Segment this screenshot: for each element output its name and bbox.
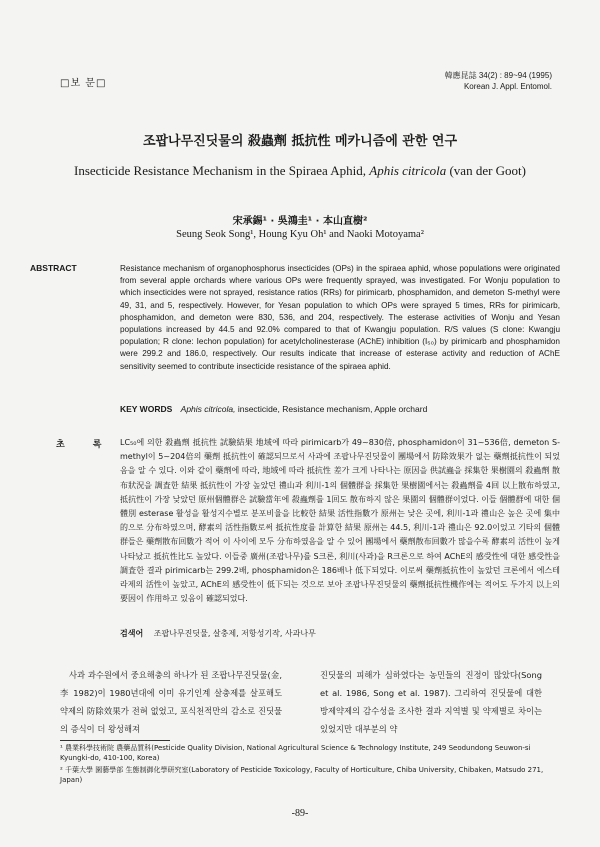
journal-en: Korean J. Appl. Entomol. [463, 82, 552, 91]
section-label: □보 문□ [60, 78, 107, 89]
korean-abstract-text: LC₅₀에 의한 殺蟲劑 抵抗性 試驗結果 地域에 따라 pirimicarb가 49~830倍, phosphamidon이 31~536倍, demeton S-methyl이 5~204倍의 藥劑 抵抗性이 確認되므로서 사과에 조팝나무진딧물이 團場에서 防除效果가 없는 藥劑抵抗性이 되었음을 알 수 있다. 이와 같이 藥劑에 따라, 地域에 따라 抵抗性 差가 크게 나타나는 原因을 供試蟲을 採集한 果樹園의 殺蟲劑 散布狀況을 調査한 結果 抵抗性이 가장 높았던 禮山과 利川-1의 個體群을 採集한 果樹園에서는 殺蟲劑를 4回 以上散布하였고, 抵抗性이 가장 낮았던 原州個體群은 試驗當年에 殺蟲劑를 1回도 散布하지 않은 果園의 個體群이었다. 이들 個體群에 대한 個體別 esterase 활성을 활성지수별로 분포비율을 比較한 結果 活性指數가 原州는 낮은 곳에, 利川-1과 禮山은 높은 곳에 集中的으로 分布하였으며, 酵素의 活性指數로써 抵抗性度를 計算한 結果 原州는 44.5, 利川-1과 禮山은 92.0이었고 기타의 個體群들은 藥劑散布回數가 적어 이 사이에 모두 分布하였음을 알 수 있어 團場에서 藥劑散布回數가 많을수록 酵素의 活性이 높게 나타났고 抵抗性比도 높았다. 이들중 廣州(조팝나무)를 S크론, 利川(사과)을 R크론으로 하여 AChE의 感受性에 대한 感受性을 調査한 결과 pirimicarb는 299.2배, phosphamidon은 186배나 低下되었다. 이로써 藥劑抵抗性이 높았던 크론에서 에스테라제의 活性이 높았고, AChE의 感受性이 低下되는 것으로 보아 조팝나무진딧물의 藥劑抵抗性機作에는 적어도 두가지 以上의 要因이 作用하고 있음이 確認되었다. [120, 438, 560, 604]
korean-abstract-label: 초록 [56, 440, 130, 450]
authors-korean: 宋承錫¹ · 吳鴻圭¹ · 本山直樹² [232, 216, 368, 227]
body-column-left: 사과 과수원에서 중요해충의 하나가 된 조팝나무진딧물(金, 李 1982)이 1980년대에 이미 유기인계 살충제를 살포해도 약제의 防除效果가 전혀 없었고, 포식천적만의 감소로 진딧물의 증식이 더 왕성해져 [60, 670, 282, 734]
title-en-species: Aphis citricola [369, 163, 447, 178]
abstract-text: Resistance mechanism of organophosphorus insecticides (OPs) in the spiraea aphid, whose populations were originated from several apple orchards where various OPs were frequently sprayed, was investigated. For Wonju population to which insecticides were not sprayed, resistance ratios (RRs) for pirimicarb, phosphamidon, and demeton S-methyl were 49, 31, and 5, respectively. However, for Yesan population to which OPs were sprayed 5 times, RRs for pirimicarb, phosphamidon, and demeton were 830, 536, and 204, respectively. The esterase activities of Wonju and Yesan populations increased by 44.5 and 92.0% compared to that of Kwangju population. R/S values (S clone: Kwangju population; R clone: Iechon population) for acetylcholinesterase (AChE) inhibition (I₅₀) by pirimicarb and phosphamidon were 299.2 and 186.0, respectively. Our results indicate that increase of esterase activity and reduction of AChE sensitivity seemed to contribute insecticide resistance of the spiraea aphid. [120, 264, 560, 371]
keywords-list: insecticide, Resistance mechanism, Apple orchard [237, 404, 428, 414]
page-number: -89- [291, 808, 309, 819]
keywords-label: KEY WORDS [120, 404, 173, 414]
korean-keywords-list: 조팝나무진딧물, 살충제, 저항성기작, 사과나무 [153, 629, 316, 638]
title-korean: 조팝나무진딧물의 殺蟲劑 抵抗性 메카니즘에 관한 연구 [142, 134, 458, 149]
title-en-authority: (van der Goot) [449, 163, 526, 178]
korean-keywords-label: 검색어 [120, 629, 144, 638]
footnote-1: ¹ 農業科學技術院 農藥品質科(Pesticide Quality Division, National Agricultural Science & Technology Institute, 249 Seodundong Seuwon-si Kyungki-do, 410-100, Korea) [60, 744, 531, 762]
footnote-2: ² 千葉大學 園藝學部 生態制御化學研究室(Laboratory of Pesticide Toxicology, Faculty of Horticulture, Chiba University, Chibaken, Matsudo 271, Japan) [60, 766, 544, 784]
journal-citation [445, 70, 552, 92]
footnote-divider [60, 740, 170, 741]
journal-ko: 韓應昆誌 34(2) : 89~94 (1995) [444, 71, 552, 80]
keywords-species: Aphis citricola, [180, 404, 236, 414]
body-column-right: 진딧물의 피해가 심하였다는 농민들의 진정이 많았다(Song et al. 1986, Song et al. 1987). 그리하여 진딧물에 대한 방제약제의 감수성을 조사한 결과 지역별 및 약제별로 차이는 있었지만 대부분의 약 [320, 670, 542, 734]
keywords [120, 404, 427, 414]
authors-english: Seung Seok Song¹, Houng Kyu Oh¹ and Naoki Motoyama² [176, 229, 424, 240]
title-english [60, 162, 540, 180]
korean-keywords [120, 628, 316, 639]
abstract-label: ABSTRACT [30, 263, 77, 273]
title-en-main: Insecticide Resistance Mechanism in the Spiraea Aphid, [73, 163, 367, 178]
